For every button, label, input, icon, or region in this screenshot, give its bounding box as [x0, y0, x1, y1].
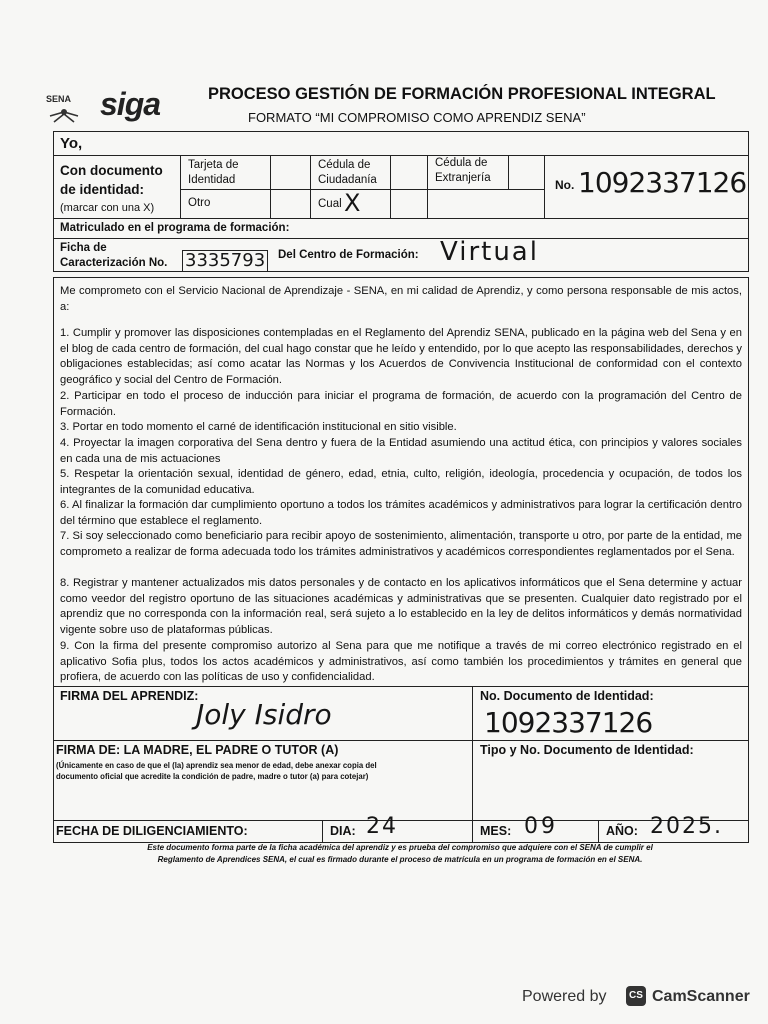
col-divider — [322, 820, 323, 842]
dia-value: 24 — [366, 814, 398, 839]
col-divider — [598, 820, 599, 842]
commitment-item-7: 7. Si soy seleccionado como beneficiario para recibir apoyo de sostenimiento, alimentación, transporte u otro, por parte de la entidad, me comprometo a realizar de forma adecuada todo los trámites administrativos y académicos correspondientes reglamentados por el Sena. — [60, 530, 742, 558]
dia-label: DIA: — [330, 824, 356, 838]
intro-paragraph: Me comprometo con el Servicio Nacional de Aprendizaje - SENA, en mi calidad de Aprendiz, y como persona responsable de mis actos, a: — [60, 285, 742, 313]
col-divider — [544, 155, 545, 218]
row-divider — [53, 686, 749, 687]
firma-aprendiz-signature: Joly Isidro — [196, 698, 332, 731]
row-divider — [53, 238, 749, 239]
commitment-item-1: 1. Cumplir y promover las disposiciones contempladas en el Reglamento del Aprendiz SENA, publicado en la página web del Sena y en el blog de cada centro de formación, del cual hago constar que he leído y entendido, por lo que acepto las responsabilidades, derechos y obligaciones establecidas; así como acatar las Normas y los Acuerdos de Convivencia Institucional de conformidad con el contexto geográfico y social del Centro de Formación. — [60, 327, 742, 386]
col-divider — [508, 155, 509, 189]
ficha-label: Ficha de — [60, 242, 107, 254]
program-label: Matriculado en el programa de formación: — [60, 222, 290, 234]
ficha-number-value: 3335793 — [182, 250, 268, 272]
col-divider — [427, 155, 428, 218]
anio-value: 2025. — [650, 814, 723, 839]
footer-note — [60, 842, 740, 866]
commitment-item-6: 6. Al finalizar la formación dar cumplimiento oportuno a todos los trámites académicos y administrativos para lograr la certificación dentro del término que establece el reglamento. — [60, 499, 742, 527]
commitment-item-5: 5. Respetar la orientación sexual, identidad de género, edad, etnia, culto, religión, ideología, procedencia y ocupación, de todos los integrantes de la comunidad educativa. — [60, 468, 742, 496]
document-hint: (marcar con una X) — [60, 202, 155, 214]
camscanner-brand: CamScanner — [652, 988, 750, 1005]
col-divider — [310, 155, 311, 218]
footer-note-line-1: Este documento forma parte de la ficha académica del aprendiz y es prueba del compromiso que adquiere con el SENA de cumplir el — [147, 843, 653, 852]
document-number-value: 1092337126 — [578, 166, 747, 199]
option-tarjeta-identidad-2: Identidad — [188, 174, 236, 186]
centro-value: Virtual — [440, 237, 539, 267]
footer-note-line-2: Reglamento de Aprendices SENA, el cual es firmado durante el proceso de matrícula en un programa de formación en el SENA. — [157, 855, 643, 864]
document-title: PROCESO GESTIÓN DE FORMACIÓN PROFESIONAL INTEGRAL — [208, 85, 716, 103]
commitment-item-8: 8. Registrar y mantener actualizados mis datos personales y de contacto en los aplicativos informáticos que el Sena determine y actuar como veedor del registro oportuno de las situaciones académicas y administrativas que se presenten. Cualquier dato registrado por el aprendiz que no corresponda con la información real, será sujeto a lo establecido en la ley de delitos informáticos y demás normatividad vigente sobre uso de plataformas públicas. — [60, 577, 742, 636]
commitment-item-3: 3. Portar en todo momento el carné de identificación institucional en sitio visible. — [60, 421, 457, 433]
firma-aprendiz-label: FIRMA DEL APRENDIZ: — [60, 689, 199, 703]
tutor-hint: (Únicamente en caso de que el (la) aprendiz sea menor de edad, debe anexar copia del — [56, 761, 377, 770]
option-cedula-extranjeria: Cédula de — [435, 157, 488, 169]
mes-label: MES: — [480, 824, 512, 838]
fecha-label: FECHA DE DILIGENCIAMIENTO: — [56, 824, 248, 838]
row-divider — [53, 740, 749, 741]
row-divider — [53, 155, 749, 156]
option-cual: Cual — [318, 198, 342, 210]
row-divider — [180, 189, 544, 190]
col-divider — [390, 155, 391, 218]
col-divider — [472, 820, 473, 842]
row-divider — [53, 820, 749, 821]
ficha-label-2: Caracterización No. — [60, 257, 168, 269]
documento-identidad-value: 1092337126 — [484, 706, 653, 739]
anio-label: AÑO: — [606, 824, 638, 838]
option-tarjeta-identidad: Tarjeta de — [188, 159, 239, 171]
col-divider — [180, 155, 181, 218]
commitment-item-9: 9. Con la firma del presente compromiso autorizo al Sena para que me notifique a través de mi correo electrónico registrado en el aplicativo Sofia plus, todos los actos académicos y administrativos, así como también los procedimientos y trámites en general que profiera, de acuerdo con las políticas de uso y confidencialidad. — [60, 640, 742, 684]
cual-mark: X — [344, 189, 361, 217]
firma-tutor-label: FIRMA DE: LA MADRE, EL PADRE O TUTOR (A) — [56, 743, 339, 757]
centro-label: Del Centro de Formación: — [278, 249, 419, 261]
tipo-documento-label: Tipo y No. Documento de Identidad: — [480, 743, 694, 757]
commitment-item-2: 2. Participar en todo el proceso de inducción para iniciar el programa de formación, de acuerdo con la programación del Centro de Formación. — [60, 390, 742, 418]
powered-by-text: Powered by — [522, 988, 607, 1005]
document-subtitle: FORMATO “MI COMPROMISO COMO APRENDIZ SENA” — [248, 110, 586, 125]
option-cedula-ciudadania: Cédula de — [318, 159, 371, 171]
mes-value: 09 — [524, 814, 558, 839]
yo-label: Yo, — [60, 135, 83, 152]
row-divider — [53, 218, 749, 219]
commitment-item-4: 4. Proyectar la imagen corporativa del Sena dentro y fuera de la Entidad asumiendo una actitud ética, con principios y valores sociales en cada una de mis actuaciones — [60, 437, 742, 465]
camscanner-icon: CS — [626, 986, 646, 1006]
document-number-label: No. — [555, 178, 575, 192]
siga-logo: siga — [100, 86, 161, 122]
sena-logo-text: SENA — [46, 94, 72, 104]
documento-identidad-label: No. Documento de Identidad: — [480, 689, 654, 703]
option-otro: Otro — [188, 197, 211, 209]
col-divider — [472, 686, 473, 820]
tutor-hint-2: documento oficial que acredite la condición de padre, madre o tutor (a) para cotejar) — [56, 772, 369, 781]
col-divider — [270, 155, 271, 218]
document-label: Con documento — [60, 163, 163, 178]
document-label-2: de identidad: — [60, 182, 144, 197]
option-cedula-ciudadania-2: Ciudadanía — [318, 174, 377, 186]
option-cedula-extranjeria-2: Extranjería — [435, 172, 491, 184]
